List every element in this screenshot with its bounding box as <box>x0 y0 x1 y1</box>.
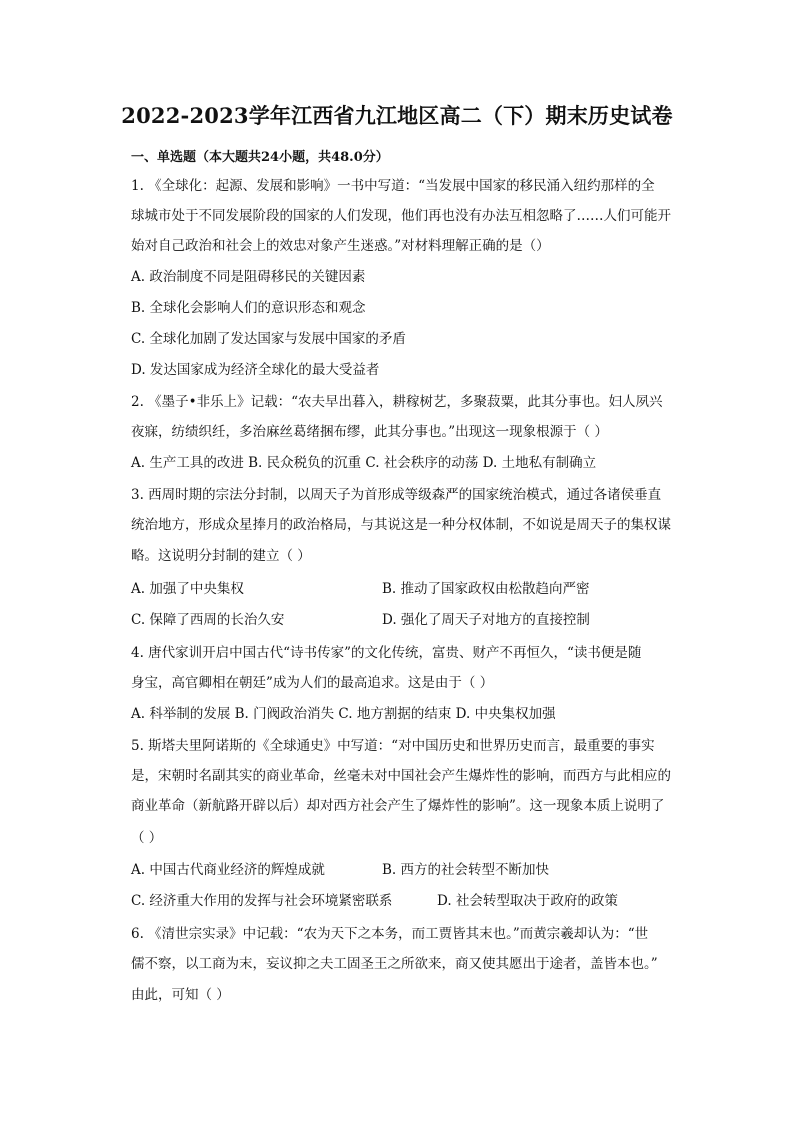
question-5-line-4: （ ） <box>131 830 163 846</box>
page-title: 2022-2023学年江西省九江地区高二（下）期末历史试卷 <box>121 103 673 128</box>
question-1-option-b: B. 全球化会影响人们的意识形态和观念 <box>131 300 366 316</box>
question-6-line-3: 由此，可知（ ） <box>131 987 230 1003</box>
question-3-line-2: 统治地方，形成众星捧月的政治格局，与其说这是一种分权体制，不如说是周天子的集权谋 <box>131 517 671 533</box>
question-3-line-1: 3. 西周时期的宗法分封制，以周天子为首形成等级森严的国家统治模式，通过各诸侯垂直 <box>131 487 662 503</box>
question-5-option-d: D. 社会转型取决于政府的政策 <box>437 893 618 909</box>
question-3-option-c: C. 保障了西周的长治久安 <box>131 612 285 628</box>
question-5-line-3: 商业革命（新航路开辟以后）却对西方社会产生了爆炸性的影响”。这一现象本质上说明了 <box>131 798 665 814</box>
question-1-option-a: A. 政治制度不同是阻碍移民的关键因素 <box>131 269 366 285</box>
question-2-line-2: 夜寐，纺绩织纴，多治麻丝葛绪捆布缪，此其分事也。”出现这一现象根源于（ ） <box>131 424 608 440</box>
question-1-line-3: 始对自己政治和社会上的效忠对象产生迷惑。”对材料理解正确的是（） <box>131 238 550 254</box>
question-3-option-b: B. 推动了国家政权由松散趋向严密 <box>382 581 590 597</box>
question-3-option-a: A. 加强了中央集权 <box>131 581 244 597</box>
question-3-line-3: 略。这说明分封制的建立（ ） <box>131 548 311 564</box>
question-3-option-d: D. 强化了周天子对地方的直接控制 <box>382 612 590 628</box>
section-heading: 一、单选题（本大题共24小题，共48.0分） <box>131 150 389 165</box>
question-6-line-1: 6. 《清世宗实录》中记载：“农为天下之本务，而工贾皆其末也。”而黄宗羲却认为：“世 <box>131 926 649 942</box>
question-4-line-1: 4. 唐代家训开启中国古代“诗书传家”的文化传统，富贵、财产不再恒久，“读书便是随 <box>131 645 642 661</box>
question-2-line-1: 2. 《墨子•非乐上》记载：“农夫早出暮入，耕稼树艺，多聚菽粟，此其分事也。妇人夙兴 <box>131 394 663 410</box>
question-5-option-c: C. 经济重大作用的发挥与社会环境紧密联系 <box>131 893 393 909</box>
question-2-options: A. 生产工具的改进 B. 民众税负的沉重 C. 社会秩序的动荡 D. 土地私有制确立 <box>131 455 597 471</box>
question-5-line-1: 5. 斯塔夫里阿诺斯的《全球通史》中写道：“对中国历史和世界历史而言，最重要的事实 <box>131 738 655 754</box>
question-5-option-a: A. 中国古代商业经济的辉煌成就 <box>131 862 325 878</box>
question-1-line-2: 球城市处于不同发展阶段的国家的人们发现，他们再也没有办法互相忽略了……人们可能开 <box>131 208 671 224</box>
question-1-option-d: D. 发达国家成为经济全球化的最大受益者 <box>131 362 380 378</box>
question-6-line-2: 儒不察，以工商为末，妄议抑之夫工固圣王之所欲来，商又使其愿出于途者，盖皆本也。” <box>131 956 658 972</box>
question-4-options: A. 科举制的发展 B. 门阀政治消失 C. 地方割据的结束 D. 中央集权加强 <box>131 706 556 722</box>
question-5-option-b: B. 西方的社会转型不断加快 <box>382 862 550 878</box>
question-4-line-2: 身宝，高官卿相在朝廷”成为人们的最高追求。这是由于（ ） <box>131 675 494 691</box>
question-1-option-c: C. 全球化加剧了发达国家与发展中国家的矛盾 <box>131 331 406 347</box>
question-5-line-2: 是，宋朝时名副其实的商业革命，丝毫未对中国社会产生爆炸性的影响，而西方与此相应的 <box>131 768 671 784</box>
question-1-line-1: 1. 《全球化：起源、发展和影响》一书中写道：“当发展中国家的移民涌入纽约那样的全 <box>131 178 655 194</box>
